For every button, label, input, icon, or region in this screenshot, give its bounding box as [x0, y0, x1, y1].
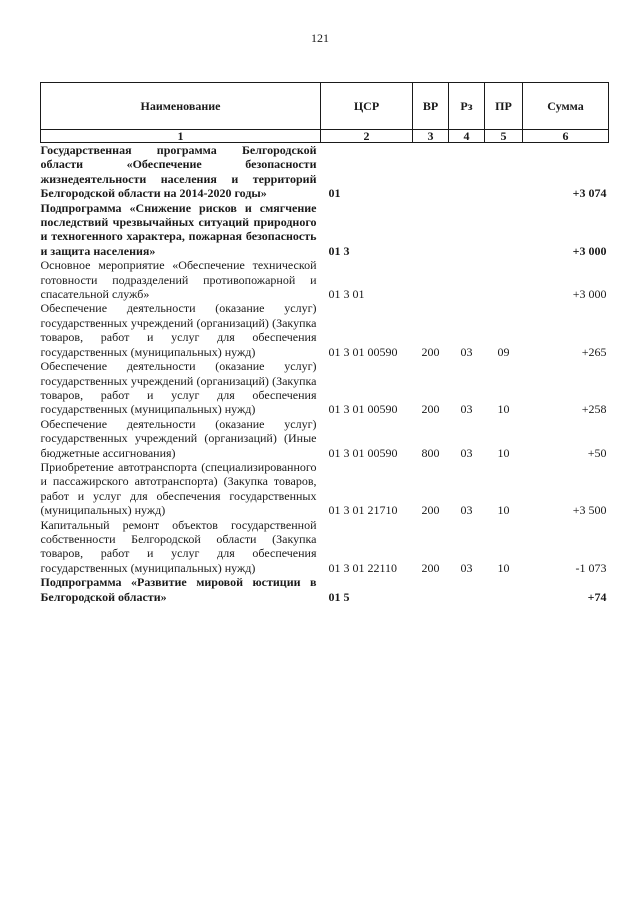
row-csr: 01 3 01 21710: [328, 503, 398, 518]
column-number: 4: [449, 130, 485, 143]
row-name: Обеспечение деятельности (оказание услуг) государственных учреждений (организаций) (Иные бюджетные ассигнования): [40, 416, 317, 460]
row-pr: [485, 258, 523, 301]
row-csr: 01 3 01: [328, 287, 365, 302]
row-csr: 01 3 01 00590: [328, 344, 398, 359]
row-pr: 10: [497, 445, 510, 460]
row-pr: 10: [497, 560, 510, 575]
row-vr: 800: [421, 445, 440, 460]
row-vr: [413, 201, 449, 259]
header-pr: ПР: [485, 83, 523, 130]
header-name: Наименование: [41, 83, 321, 130]
column-number: 2: [321, 130, 413, 143]
row-sum: +50: [587, 445, 607, 460]
row-sum: +258: [581, 402, 607, 417]
row-csr: 01 3 01 00590: [328, 402, 398, 417]
row-pr: 09: [497, 344, 510, 359]
row-pr: 10: [497, 402, 510, 417]
column-number: 6: [523, 130, 609, 143]
row-sum: +3 500: [572, 503, 607, 518]
column-number: 3: [413, 130, 449, 143]
table-row: [41, 201, 609, 259]
row-rz: [449, 201, 485, 259]
column-number: 5: [485, 130, 523, 143]
row-csr: 01 3 01 22110: [328, 560, 398, 575]
row-sum: -1 073: [575, 560, 607, 575]
row-vr: 200: [421, 560, 440, 575]
row-csr: 01: [328, 186, 341, 201]
table-row: [41, 460, 609, 518]
row-name: Приобретение автотранспорта (специализированного и пассажирского автотранспорта) (Закупка товаров, работ и услуг для обеспечения государственных (муниципальных) нужд): [40, 459, 317, 518]
header-rz: Рз: [449, 83, 485, 130]
row-sum: +3 000: [572, 287, 607, 302]
row-name: Государственная программа Белгородской области «Обеспечение безопасности жизнедеятельности населения и территорий Белгородской области на 2014-2020 годы»: [40, 143, 317, 201]
row-vr: 200: [421, 344, 440, 359]
row-pr: [485, 143, 523, 201]
row-csr: 01 3: [328, 243, 350, 258]
row-rz: 03: [460, 402, 473, 417]
row-name: Капитальный ремонт объектов государственной собственности Белгородской области (Закупка товаров, работ и услуг для обеспечения государственных (муниципальных) нужд): [40, 517, 317, 575]
row-name: Подпрограмма «Снижение рисков и смягчение последствий чрезвычайных ситуаций природного и техногенного характера, пожарная безопасность и защита населения»: [40, 200, 317, 258]
column-number-row: [41, 130, 609, 143]
row-rz: [449, 575, 485, 604]
row-sum: +3 000: [572, 243, 607, 258]
table-row: [41, 258, 609, 301]
row-pr: [485, 575, 523, 604]
table-row: [41, 518, 609, 576]
row-name: Обеспечение деятельности (оказание услуг) государственных учреждений (организаций) (Закупка товаров, работ и услуг для обеспечения государственных (муниципальных) нужд): [40, 359, 317, 417]
table-row: [41, 143, 609, 201]
column-number: 1: [41, 130, 321, 143]
row-pr: [485, 201, 523, 259]
row-rz: 03: [460, 560, 473, 575]
row-sum: +3 074: [572, 186, 607, 201]
row-vr: 200: [421, 503, 440, 518]
row-rz: [449, 143, 485, 201]
header-csr: ЦСР: [321, 83, 413, 130]
row-name: Основное мероприятие «Обеспечение технической готовности подразделений противопожарной и спасательной служб»: [40, 258, 317, 302]
page-number: 121: [311, 31, 329, 45]
row-vr: [413, 575, 449, 604]
table-row: [41, 575, 609, 604]
row-name: Подпрограмма «Развитие мировой юстиции в Белгородской области»: [40, 575, 317, 604]
row-sum: +74: [587, 589, 607, 604]
header-row: [41, 83, 609, 130]
row-csr: 01 3 01 00590: [328, 445, 398, 460]
table-row: [41, 359, 609, 417]
row-rz: 03: [460, 445, 473, 460]
row-csr: 01 5: [328, 589, 350, 604]
row-vr: 200: [421, 402, 440, 417]
row-pr: 10: [497, 503, 510, 518]
table-row: [41, 301, 609, 359]
table-row: [41, 417, 609, 460]
row-rz: 03: [460, 344, 473, 359]
row-rz: [449, 258, 485, 301]
row-vr: [413, 143, 449, 201]
row-name: Обеспечение деятельности (оказание услуг) государственных учреждений (организаций) (Закупка товаров, работ и услуг для обеспечения государственных (муниципальных) нужд): [40, 301, 317, 359]
budget-table: [40, 82, 609, 604]
row-vr: [413, 258, 449, 301]
row-rz: 03: [460, 503, 473, 518]
header-vr: ВР: [413, 83, 449, 130]
header-sum: Сумма: [523, 83, 609, 130]
row-sum: +265: [581, 344, 607, 359]
